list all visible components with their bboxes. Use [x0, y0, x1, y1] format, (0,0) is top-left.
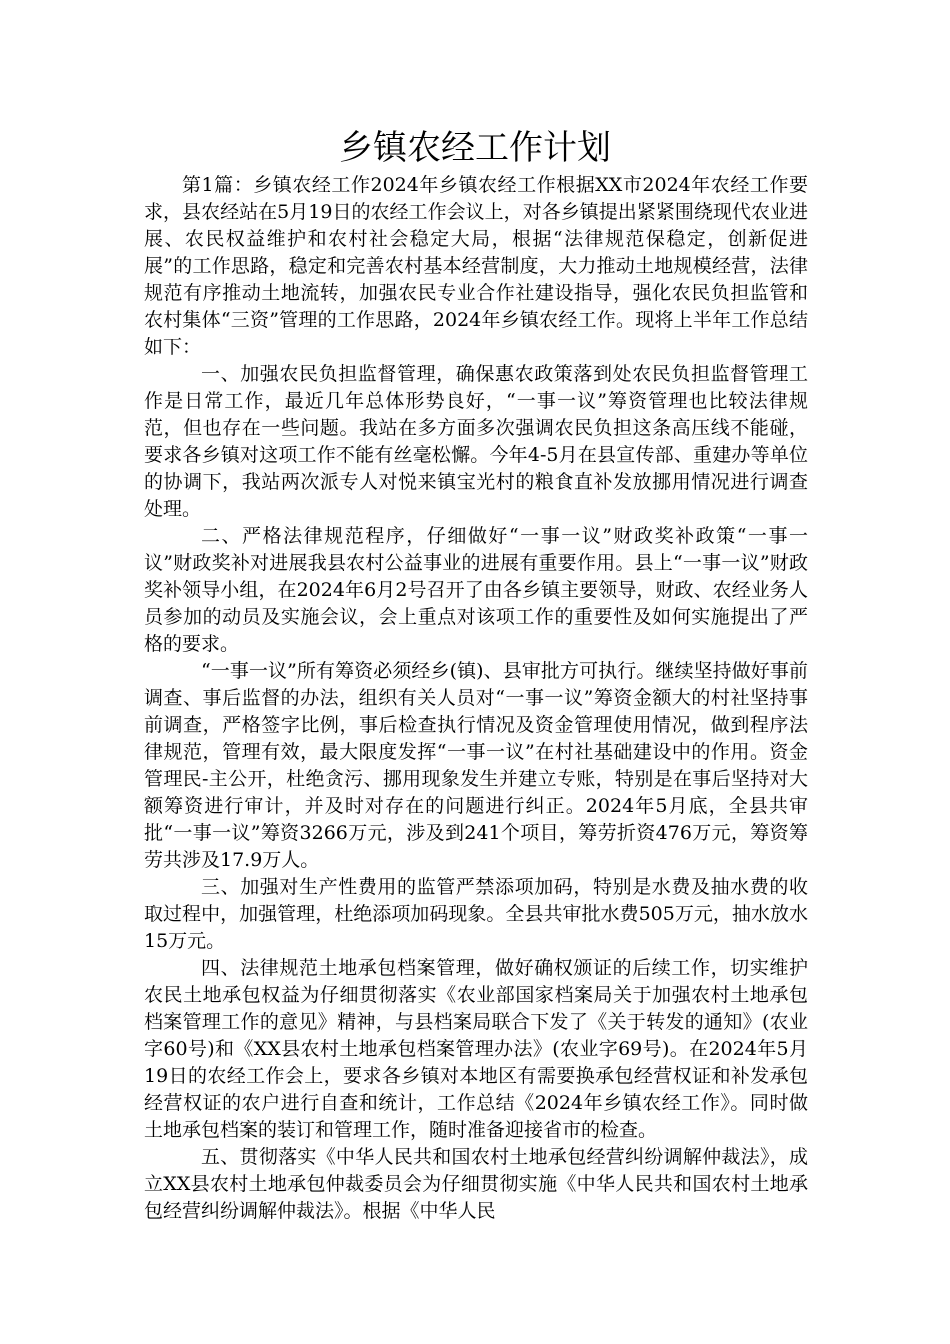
paragraph-section-5: 五、贯彻落实《中华人民共和国农村土地承包经营纠纷调解仲裁法》，成立XX县农村土地承包仲裁委员会为仔细贯彻实施《中华人民共和国农村土地承包经营纠纷调解仲裁法》。根据《中华人民 — [144, 1146, 808, 1222]
document-body — [144, 172, 808, 1225]
paragraph-section-2-detail: “一事一议”所有筹资必须经乡(镇)、县审批方可执行。继续坚持做好事前调查、事后监督的办法，组织有关人员对“一事一议”筹资金额大的村社坚持事前调查，严格签字比例，事后检查执行情况及资金管理使用情况，做到程序法律规范，管理有效，最大限度发挥“一事一议”在村社基础建设中的作用。资金管理民-主公开，杜绝贪污、挪用现象发生并建立专账，特别是在事后坚持对大额筹资进行审计，并及时对存在的问题进行纠正。2024年5月底，全县共审批“一事一议”筹资3266万元，涉及到241个项目，筹劳折资476万元，筹资筹劳共涉及17.9万人。 — [144, 660, 808, 871]
paragraph-section-2: 二、严格法律规范程序，仔细做好“一事一议”财政奖补政策“一事一议”财政奖补对进展我县农村公益事业的进展有重要作用。县上“一事一议”财政奖补领导小组，在2024年6月2号召开了由各乡镇主要领导，财政、农经业务人员参加的动员及实施会议，会上重点对该项工作的重要性及如何实施提出了严格的要求。 — [144, 525, 808, 655]
paragraph-section-3: 三、加强对生产性费用的监管严禁添项加码，特别是水费及抽水费的收取过程中，加强管理，杜绝添项加码现象。全县共审批水费505万元，抽水放水15万元。 — [144, 876, 808, 952]
paragraph-section-1: 一、加强农民负担监督管理，确保惠农政策落到处农民负担监督管理工作是日常工作，最近几年总体形势良好，“一事一议”筹资管理也比较法律规范，但也存在一些问题。我站在多方面多次强调农民负担这条高压线不能碰，要求各乡镇对这项工作不能有丝毫松懈。今年4-5月在县宣传部、重建办等单位的协调下，我站两次派专人对悦来镇宝光村的粮食直补发放挪用情况进行调查处理。 — [144, 363, 808, 520]
paragraph-section-4: 四、法律规范土地承包档案管理，做好确权颁证的后续工作，切实维护农民土地承包权益为仔细贯彻落实《农业部国家档案局关于加强农村土地承包档案管理工作的意见》精神，与县档案局联合下发了《关于转发的通知》(农业字60号)和《XX县农村土地承包档案管理办法》(农业字69号)。在2024年5月19日的农经工作会上，要求各乡镇对本地区有需要换承包经营权证和补发承包经营权证的农户进行自查和统计，工作总结《2024年乡镇农经工作》。同时做土地承包档案的装订和管理工作，随时准备迎接省市的检查。 — [144, 957, 808, 1141]
document-title: 乡镇农经工作计划 — [339, 128, 611, 168]
paragraph-intro: 第1篇：乡镇农经工作2024年乡镇农经工作根据XX市2024年农经工作要求，县农经站在5月19日的农经工作会议上，对各乡镇提出紧紧围绕现代农业进展、农民权益维护和农村社会稳定大局，根据“法律规范保稳定，创新促进展”的工作思路，稳定和完善农村基本经营制度，大力推动土地规模经营，法律规范有序推动土地流转，加强农民专业合作社建设指导，强化农民负担监管和农村集体“三资”管理的工作思路，2024年乡镇农经工作。现将上半年工作总结如下： — [144, 174, 808, 358]
